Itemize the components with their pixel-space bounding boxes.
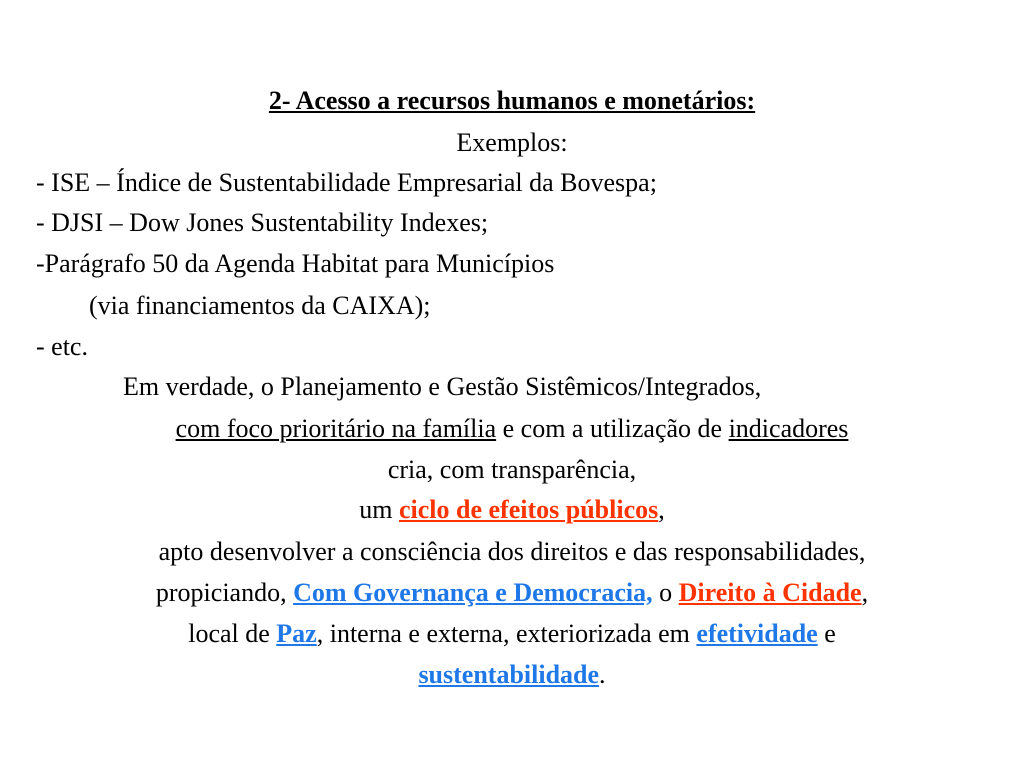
bullet-agenda-habitat-cont: (via financiamentos da CAIXA); xyxy=(89,291,431,320)
indicators-link: indicadores xyxy=(728,414,849,443)
paragraph-line-6-suffix: , xyxy=(861,578,869,607)
paragraph-line-5: apto desenvolver a consciência dos direitos e das responsabilidades, xyxy=(158,537,866,566)
paragraph-line-7-suffix: e xyxy=(817,619,836,648)
examples-heading: Exemplos: xyxy=(456,128,568,157)
peace-link[interactable]: Paz xyxy=(276,619,317,648)
slide-title: 2- Acesso a recursos humanos e monetários: xyxy=(268,86,756,115)
sustainability-link[interactable]: sustentabilidade xyxy=(418,660,600,689)
paragraph-line-6-middle: o xyxy=(652,578,679,607)
paragraph-line-7-middle: , interna e externa, exteriorizada em xyxy=(316,619,697,648)
effectiveness-link[interactable]: efetividade xyxy=(696,619,818,648)
paragraph-line-4-prefix: um xyxy=(359,495,399,524)
bullet-ise: - ISE – Índice de Sustentabilidade Empresarial da Bovespa; xyxy=(36,168,657,197)
paragraph-line-6 xyxy=(0,578,1024,608)
governance-democracy-link[interactable]: Com Governança e Democracia, xyxy=(293,578,653,607)
right-to-city-link[interactable]: Direito à Cidade xyxy=(678,578,862,607)
paragraph-line-4 xyxy=(0,495,1024,525)
paragraph-line-7 xyxy=(0,619,1024,649)
focus-family-link: com foco prioritário na família xyxy=(175,414,497,443)
paragraph-line-8 xyxy=(0,660,1024,690)
paragraph-line-4-suffix: , xyxy=(658,495,665,524)
bullet-agenda-habitat: -Parágrafo 50 da Agenda Habitat para Municípios xyxy=(36,249,555,278)
paragraph-line-8-suffix: . xyxy=(599,660,606,689)
paragraph-line-3: cria, com transparência, xyxy=(387,455,637,484)
paragraph-line-7-prefix: local de xyxy=(188,619,277,648)
paragraph-line-6-prefix: propiciando, xyxy=(155,578,294,607)
paragraph-line-2-middle: e com a utilização de xyxy=(496,414,729,443)
public-effects-cycle-link[interactable]: ciclo de efeitos públicos xyxy=(398,495,659,524)
paragraph-line-1: Em verdade, o Planejamento e Gestão Sistêmicos/Integrados, xyxy=(123,372,762,401)
paragraph-line-2 xyxy=(0,414,1024,444)
bullet-etc: - etc. xyxy=(36,332,88,361)
bullet-djsi: - DJSI – Dow Jones Sustentability Indexes; xyxy=(36,208,489,237)
